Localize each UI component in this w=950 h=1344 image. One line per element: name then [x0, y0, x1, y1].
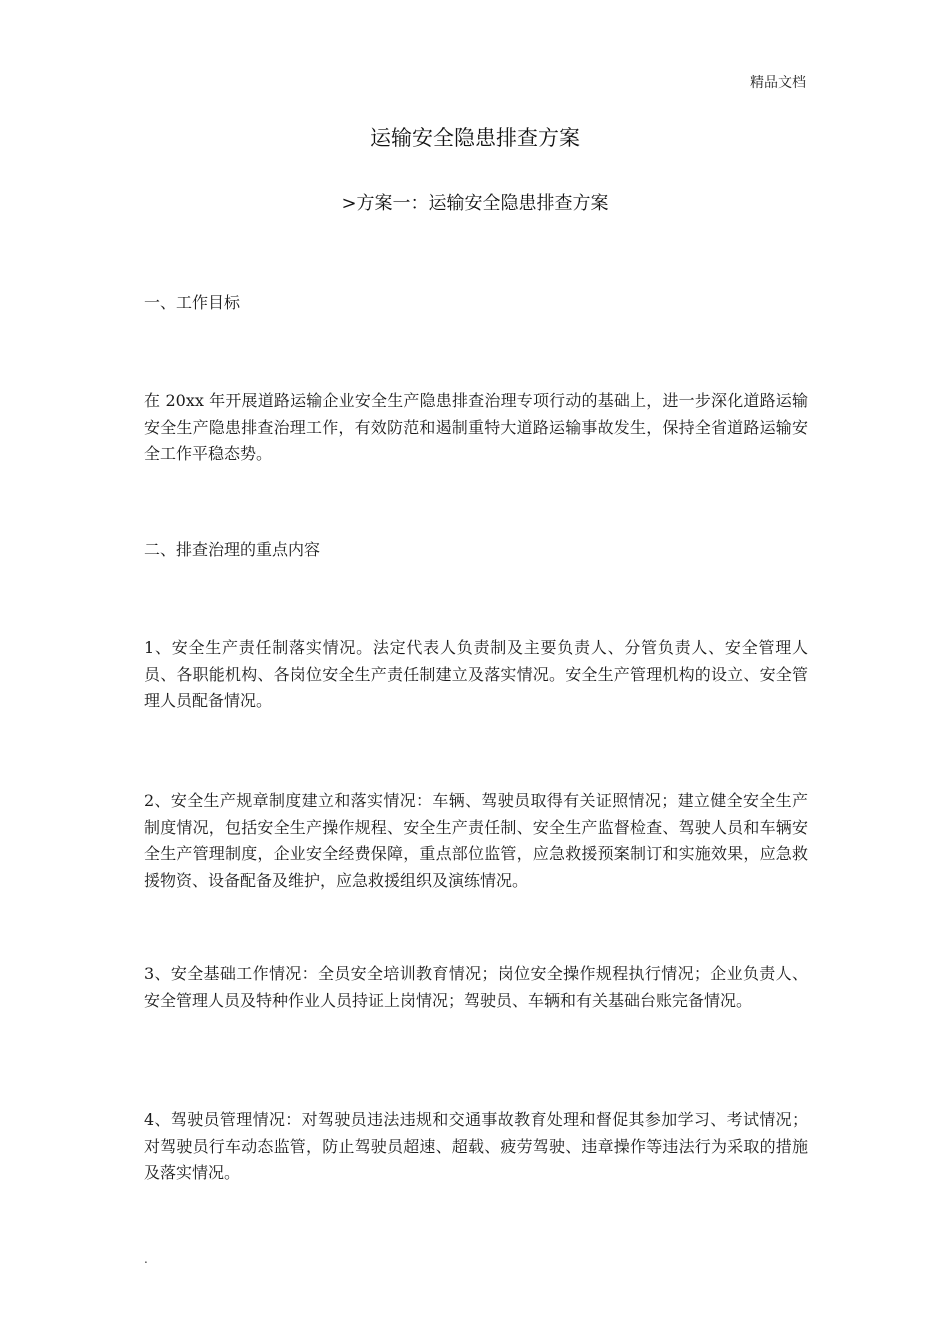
- paragraph-item-3: 3、安全基础工作情况：全员安全培训教育情况；岗位安全操作规程执行情况；企业负责人、安全管理人员及特种作业人员持证上岗情况；驾驶员、车辆和有关基础台账完备情况。: [144, 964, 808, 1010]
- paragraph-goals: 在 20xx 年开展道路运输企业安全生产隐患排查治理专项行动的基础上，进一步深化道路运输安全生产隐患排查治理工作，有效防范和遏制重特大道路运输事故发生，保持全省道路运输安全工作平稳态势。: [144, 391, 808, 463]
- header-tag: 精品文档: [750, 75, 806, 91]
- paragraph-item-1: 1、安全生产责任制落实情况。法定代表人负责制及主要负责人、分管负责人、安全管理人员、各职能机构、各岗位安全生产责任制建立及落实情况。安全生产管理机构的设立、安全管理人员配备情况。: [144, 638, 808, 710]
- document-subtitle: >方案一：运输安全隐患排查方案: [341, 193, 609, 214]
- section-heading-goals: 一、工作目标: [144, 293, 241, 312]
- paragraph-item-2: 2、安全生产规章制度建立和落实情况：车辆、驾驶员取得有关证照情况；建立健全安全生产制度情况，包括安全生产操作规程、安全生产责任制、安全生产监督检查、驾驶人员和车辆安全生产管理制度，企业安全经费保障，重点部位监管，应急救援预案制订和实施效果，应急救援物资、设备配备及维护，应急救援组织及演练情况。: [144, 791, 808, 890]
- footer-mark: .: [144, 1252, 148, 1266]
- paragraph-item-4: 4、驾驶员管理情况：对驾驶员违法违规和交通事故教育处理和督促其参加学习、考试情况；对驾驶员行车动态监管，防止驾驶员超速、超载、疲劳驾驶、违章操作等违法行为采取的措施及落实情况。: [144, 1110, 808, 1182]
- section-heading-key-content: 二、排查治理的重点内容: [144, 540, 321, 559]
- document-title: 运输安全隐患排查方案: [370, 126, 580, 150]
